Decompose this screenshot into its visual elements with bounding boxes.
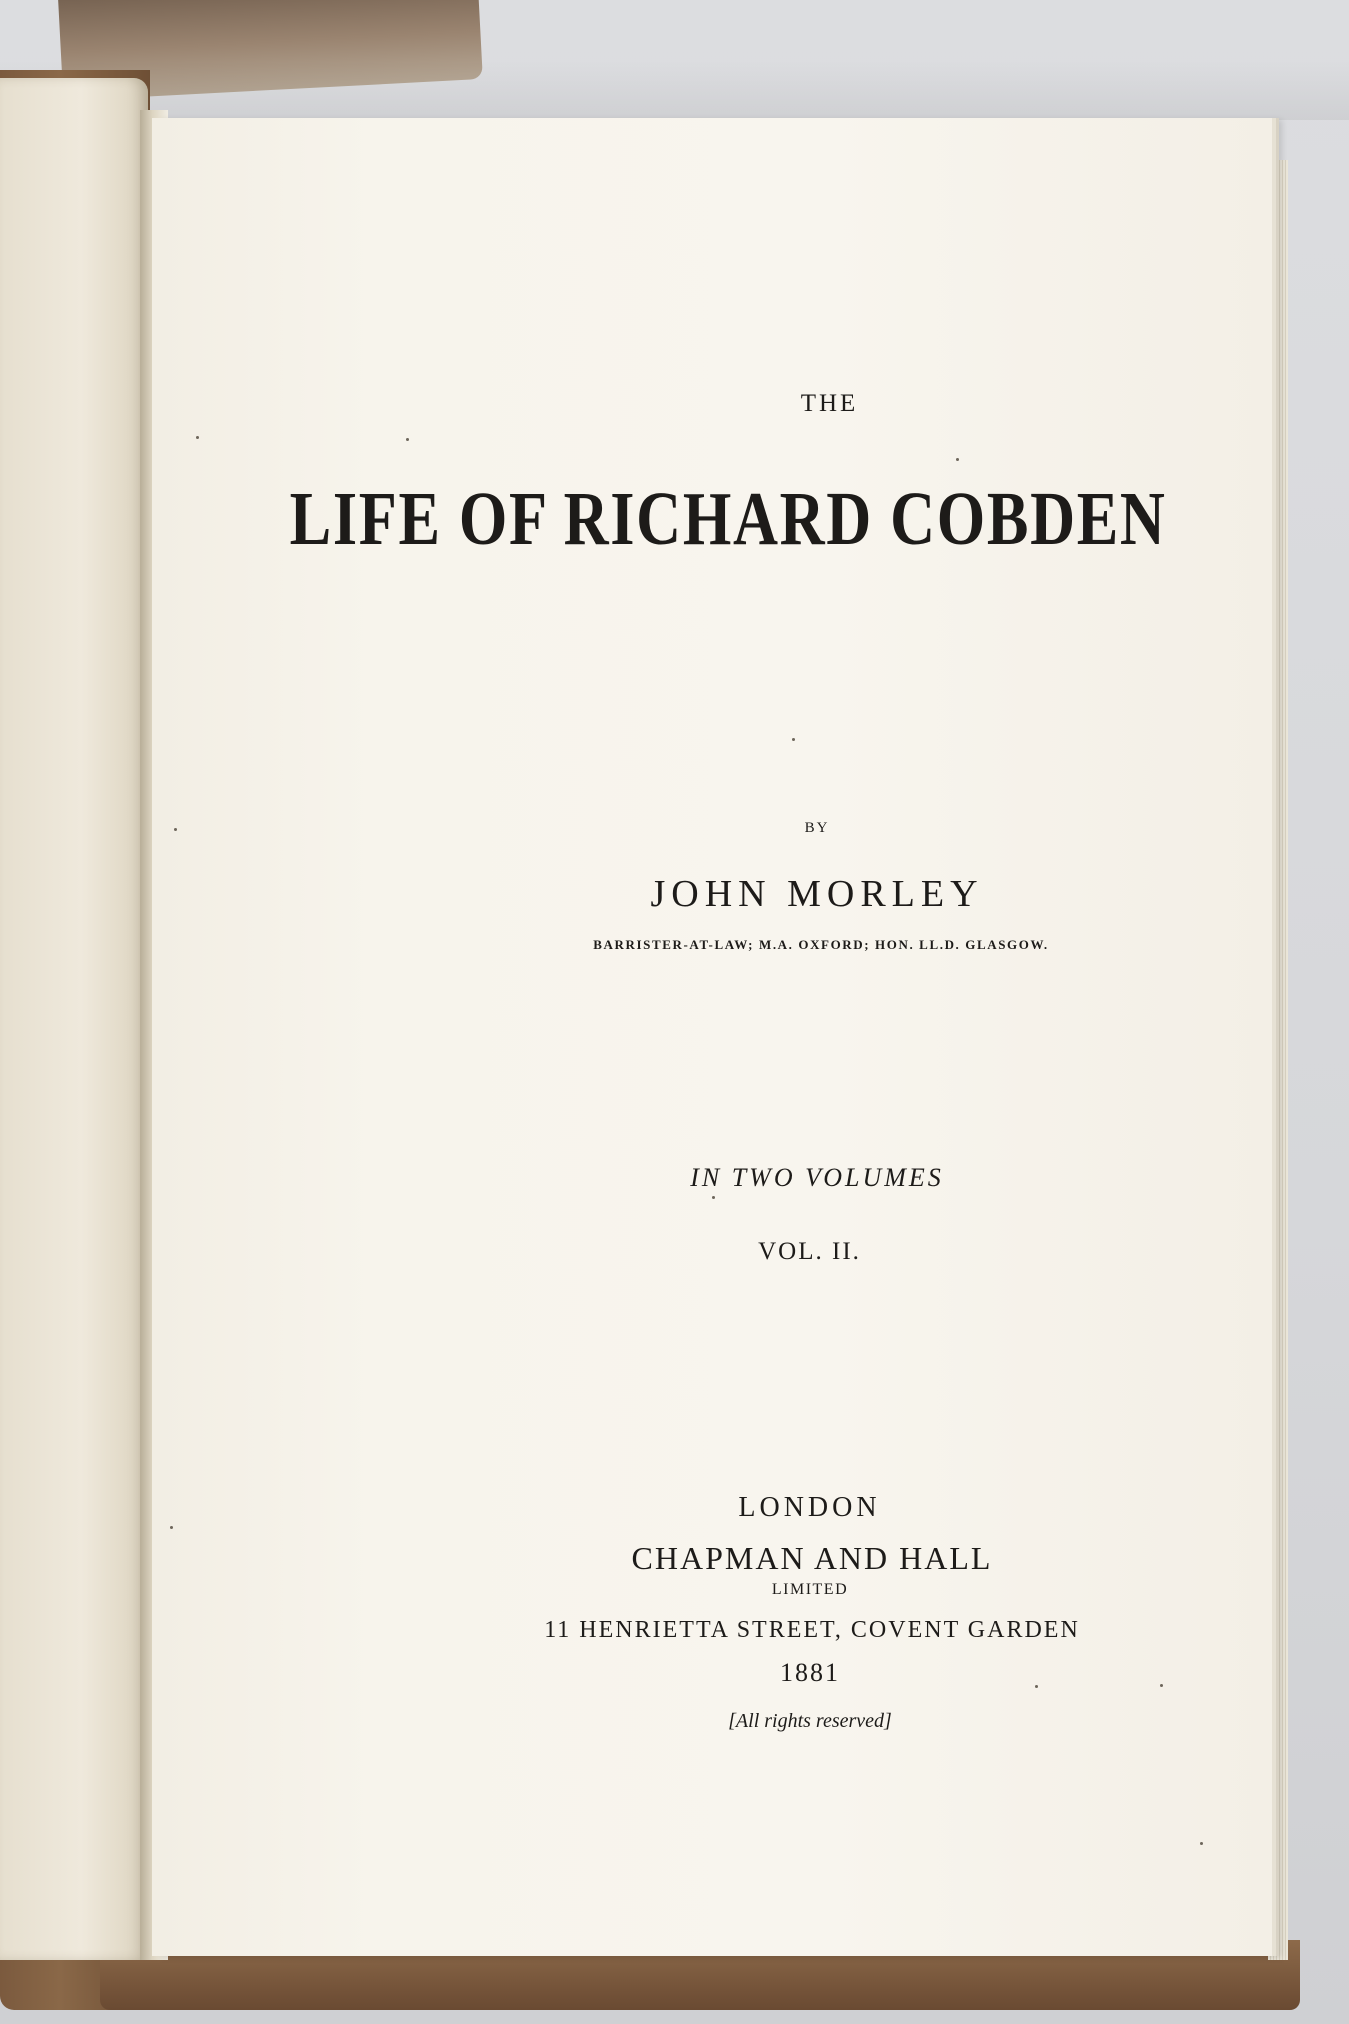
publication-city: LONDON [738, 1492, 881, 1523]
publisher-suffix: LIMITED [771, 1581, 849, 1598]
background-shadow [0, 60, 1349, 120]
publisher-name: CHAPMAN AND HALL [631, 1540, 993, 1576]
paper-speck [956, 458, 959, 461]
author-name: JOHN MORLEY [650, 873, 984, 915]
left-page [0, 78, 148, 1960]
byline-label: BY [804, 820, 830, 836]
book-title: LIFE OF RICHARD COBDEN [289, 477, 1167, 561]
volume-number: VOL. II. [758, 1238, 861, 1265]
rights-notice: [All rights reserved] [728, 1710, 892, 1732]
paper-speck [196, 436, 199, 439]
title-article: THE [800, 390, 859, 417]
author-qualifications: BARRISTER-AT-LAW; M.A. OXFORD; HON. LL.D. GLASGOW. [593, 937, 1049, 952]
paper-speck [406, 438, 409, 441]
paper-speck [170, 1526, 173, 1529]
publication-year: 1881 [780, 1658, 840, 1687]
volumes-note: IN TWO VOLUMES [690, 1163, 944, 1192]
paper-speck [792, 738, 795, 741]
paper-speck [1200, 1842, 1203, 1845]
paper-speck [712, 1196, 715, 1199]
publisher-address: 11 HENRIETTA STREET, COVENT GARDEN [544, 1617, 1080, 1643]
